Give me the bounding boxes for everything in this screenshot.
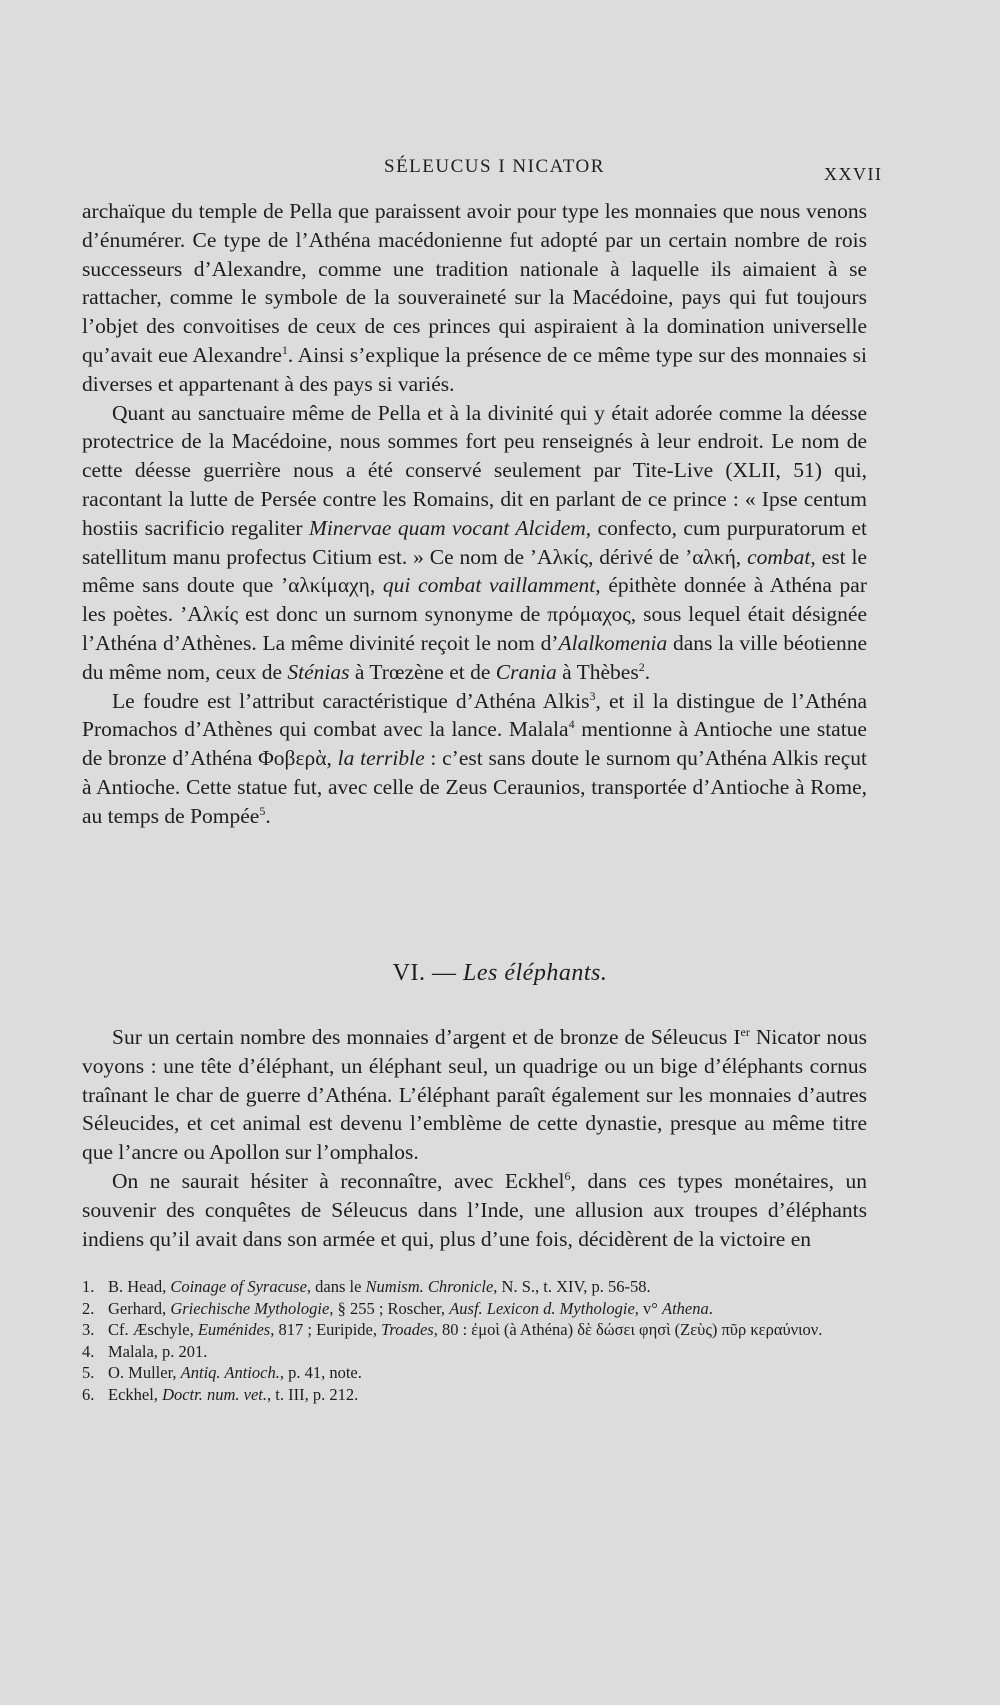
text-run: , § 255 ; Roscher,	[329, 1298, 450, 1318]
text-run: , épithète donnée à Athéna par les poètes. ’Αλκίς est donc un surnom synonyme de πρόμαχος, sous lequel était désignée l’Athéna d’Athènes. La même divinité reçoit le nom d’	[82, 573, 867, 655]
text-run: .	[644, 659, 651, 684]
section-number: VI. —	[392, 960, 463, 986]
italic-text: Ausf. Lexicon d. Mythologie	[449, 1298, 635, 1318]
running-title: SÉLEUCUS I NICATOR	[384, 156, 605, 177]
running-head	[0, 156, 1000, 186]
paragraph	[82, 687, 867, 831]
footnote-number: 4.	[82, 1341, 95, 1361]
text-run: . Ainsi s’explique la présence de ce même type sur des monnaies si diverses et appartenant à des pays si variés.	[82, 342, 867, 396]
footnote	[82, 1298, 867, 1320]
italic-text: Alalkomenia	[558, 630, 668, 655]
paragraph	[82, 399, 867, 687]
paragraph	[82, 1023, 867, 1167]
paragraph	[82, 1167, 867, 1253]
italic-text: Euménides	[197, 1320, 271, 1339]
footnote-reference: 1	[281, 342, 288, 357]
body-text-bottom	[82, 1023, 867, 1253]
text-run: mentionne à Antioche une statue de bronze d’Athéna Φοβερὰ,	[82, 717, 867, 771]
page-number: XXVII	[824, 164, 883, 184]
text-run: , dans ces types monétaires, un souvenir des conquêtes de Séleucus dans l’Inde, une allusion aux troupes d’éléphants indiens qu’il avait dans son armée et qui, plus d’une fois, décidèrent de la victoire en	[82, 1168, 867, 1251]
italic-text: Coinage of Syracuse	[170, 1277, 307, 1296]
footnote-reference: 4	[568, 717, 575, 732]
italic-text: la terrible	[337, 746, 425, 771]
text-run: Nicator nous voyons : une tête d’éléphant, un éléphant seul, un quadrige ou un bige d’éléphants cornus traînant le char de guerre d’Athéna. L’éléphant paraît également sur les monnaies d’autres Séleucides, et cet animal est devenu l’emblème de cette dynastie, presque au même titre que l’ancre ou Apollon sur l’omphalos.	[82, 1025, 867, 1165]
text-run: Malala, p. 201.	[108, 1341, 208, 1361]
italic-text: Crania	[495, 659, 557, 684]
text-run: .	[265, 803, 271, 828]
footnote-reference: 2	[638, 659, 645, 674]
italic-text: Troades	[381, 1320, 434, 1339]
italic-text: Doctr. num. vet.	[162, 1384, 268, 1404]
paragraph	[82, 197, 867, 399]
text-run: archaïque du temple de Pella que paraissent avoir pour type les monnaies que nous venons d’énumérer. Ce type de l’Athéna macédonienne fut adopté par un certain nombre de rois successeurs d’Alexandre, comme une tradition nationale à laquelle ils aimaient à se rattacher, comme le symbole de la souveraineté sur la Macédoine, pays qui fut toujours l’objet des convoitises de ceux de ces princes qui aspiraient à la domination universelle qu’avait eue Alexandre	[82, 199, 867, 367]
section-heading	[0, 960, 1000, 987]
italic-text: Numism. Chronicle	[365, 1277, 494, 1296]
body-text-top	[82, 197, 867, 831]
italic-text: qui combat vaillamment	[382, 573, 596, 598]
footnote-reference: er	[740, 1024, 750, 1039]
text-run: , N. S., t. XIV, p. 56-58.	[493, 1277, 651, 1296]
italic-text: combat	[747, 544, 811, 569]
footnote	[82, 1384, 867, 1406]
text-run: , et il la distingue de l’Athéna Promachos d’Athènes qui combat avec la lance. Malala	[82, 688, 867, 742]
footnote-reference: 6	[564, 1168, 571, 1183]
text-run: , dans le	[306, 1277, 366, 1296]
italic-text: Sténias	[287, 659, 350, 684]
italic-text: Minervae quam vocant Alcidem,	[309, 515, 592, 540]
footnote-reference: 3	[589, 688, 596, 703]
text-run: à Trœzène et de	[349, 659, 496, 684]
text-run: , est le même sans doute que ’αλκίμαχη,	[82, 544, 868, 598]
footnote-reference: 5	[259, 803, 266, 818]
footnote	[82, 1276, 867, 1298]
italic-text: Antiq. Antioch.	[180, 1363, 280, 1382]
text-run: On ne saurait hésiter à reconnaître, avec Eckhel	[112, 1168, 565, 1193]
footnote	[82, 1319, 867, 1341]
text-run: confecto, cum purpuratorum et satellitum manu profectus Citium est. » Ce nom de ’Αλκίς, dérivé de ’αλκή,	[82, 515, 867, 569]
italic-text: Griechische Mythologie	[170, 1298, 330, 1318]
footnotes	[82, 1276, 867, 1405]
footnote-number: 6.	[82, 1384, 95, 1404]
text-run: .	[708, 1298, 713, 1318]
footnote-number: 3.	[82, 1320, 95, 1339]
text-run: à Thèbes	[556, 659, 639, 684]
text-run: Eckhel,	[108, 1384, 163, 1404]
text-run: Cf. Æschyle,	[108, 1320, 198, 1339]
italic-text: Athena	[662, 1298, 709, 1318]
text-run: dans la ville béotienne du même nom, ceux de	[82, 630, 867, 684]
text-run: , 817 ; Euripide,	[270, 1320, 382, 1339]
text-run: Sur un certain nombre des monnaies d’argent et de bronze de Séleucus I	[112, 1025, 741, 1049]
text-run: O. Muller,	[108, 1363, 181, 1382]
text-run: Le foudre est l’attribut caractéristique d’Athéna Alkis	[112, 688, 590, 713]
footnote-number: 1.	[82, 1277, 95, 1296]
text-run: : c’est sans doute le surnom qu’Athéna Alkis reçut à Antioche. Cette statue fut, avec celle de Zeus Ceraunios, transportée d’Antioche à Rome, au temps de Pompée	[82, 746, 867, 828]
text-run: , p. 41, note.	[279, 1363, 362, 1382]
text-run: Quant au sanctuaire même de Pella et à la divinité qui y était adorée comme la déesse protectrice de la Macédoine, nous sommes fort peu renseignés à leur endroit. Le nom de cette déesse guerrière nous a été conservé seulement par Tite-Live (XLII, 51) qui, racontant la lutte de Persée contre les Romains, dit en parlant de ce prince : « Ipse centum hostiis sacrificio regaliter	[82, 400, 867, 540]
section-title: Les éléphants.	[463, 960, 608, 986]
footnote	[82, 1341, 867, 1363]
text-run: Gerhard,	[108, 1298, 171, 1318]
text-run: , v°	[634, 1298, 663, 1318]
footnote-number: 2.	[82, 1298, 95, 1318]
text-run: B. Head,	[108, 1277, 171, 1296]
footnote	[82, 1362, 867, 1384]
text-run: , 80 : ἐμοὶ (à Athéna) δὲ δώσει φησὶ (Ζεὺς) πῦρ κεραύνιον.	[433, 1320, 823, 1339]
text-run: , t. III, p. 212.	[267, 1384, 359, 1404]
footnote-number: 5.	[82, 1363, 95, 1382]
